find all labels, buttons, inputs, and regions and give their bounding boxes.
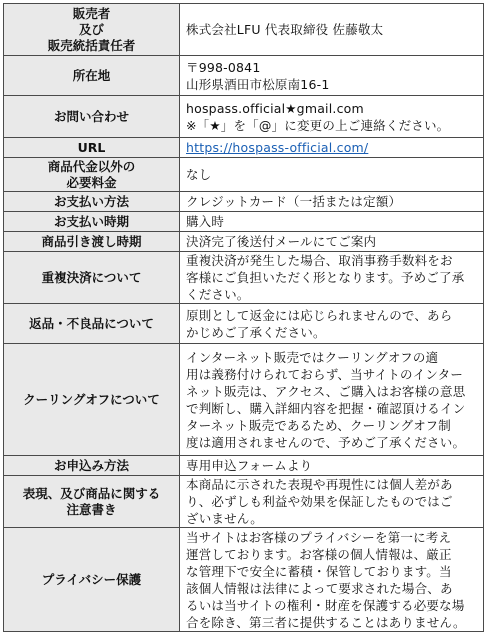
- table-row: [4, 96, 484, 138]
- row-label: 販売者 及び 販売統括責任者: [4, 4, 180, 56]
- row-label: 返品・不良品について: [4, 304, 180, 344]
- row-label: お申込み方法: [4, 456, 180, 476]
- row-label: お支払い方法: [4, 192, 180, 212]
- row-value: なし: [180, 158, 484, 192]
- row-value: クレジットカード（一括または定額）: [180, 192, 484, 212]
- row-value: 購入時: [180, 212, 484, 232]
- row-value: 専用申込フォームより: [180, 456, 484, 476]
- table-row: [4, 232, 484, 252]
- row-value: hospass.official★gmail.com ※「★」を「@」に変更の上ご連絡ください。: [180, 96, 484, 138]
- table-row: [4, 56, 484, 96]
- table-row: [4, 158, 484, 192]
- row-label: 重複決済について: [4, 252, 180, 304]
- row-value: 原則として返金には応じられませんので、あら かじめご了承ください。: [180, 304, 484, 344]
- table-row: [4, 344, 484, 456]
- row-value: 〒998-0841 山形県酒田市松原南16-1: [180, 56, 484, 96]
- legal-notice-table: [3, 3, 484, 632]
- row-label: お支払い時期: [4, 212, 180, 232]
- table-row: [4, 212, 484, 232]
- row-label: 所在地: [4, 56, 180, 96]
- row-label: 商品代金以外の 必要料金: [4, 158, 180, 192]
- table-row: [4, 4, 484, 56]
- row-value: 本商品に示された表現や再現性には個人差があ り、必ずしも利益や効果を保証したものではご ざいません。: [180, 476, 484, 528]
- row-value: 株式会社LFU 代表取締役 佐藤敬太: [180, 4, 484, 56]
- table-row: [4, 138, 484, 158]
- row-label: 表現、及び商品に関する 注意書き: [4, 476, 180, 528]
- row-label: お問い合わせ: [4, 96, 180, 138]
- row-value: 当サイトはお客様のプライバシーを第一に考え 運営しております。お客様の個人情報は、厳正 な管理下で安全に蓄積・保管しております。当 該個人情報は法律によって要求された場合、あ るいは当サイトの権利・財産を保護する必要な場 合を除き、第三者に提供することはありません。: [180, 528, 484, 632]
- row-value: [180, 138, 484, 158]
- row-value: 重複決済が発生した場合、取消事務手数料をお 客様にご負担いただく形となります。予めご了承 ください。: [180, 252, 484, 304]
- table-row: [4, 192, 484, 212]
- row-label: クーリングオフについて: [4, 344, 180, 456]
- row-label: プライバシー保護: [4, 528, 180, 632]
- site-url-link[interactable]: https://hospass-official.com/: [186, 140, 369, 155]
- table-row: [4, 528, 484, 632]
- row-value: インターネット販売ではクーリングオフの適 用は義務付けられておらず、当サイトのインター ネット販売は、アクセス、ご購入はお客様の意思 で判断し、購入詳細内容を把握・確認頂けるイン ターネット販売であるため、クーリングオフ制 度は適用されませんので、予めご了承ください。: [180, 344, 484, 456]
- row-label: 商品引き渡し時期: [4, 232, 180, 252]
- table-row: [4, 476, 484, 528]
- table-row: [4, 304, 484, 344]
- row-label: URL: [4, 138, 180, 158]
- table-row: [4, 456, 484, 476]
- table-row: [4, 252, 484, 304]
- row-value: 決済完了後送付メールにてご案内: [180, 232, 484, 252]
